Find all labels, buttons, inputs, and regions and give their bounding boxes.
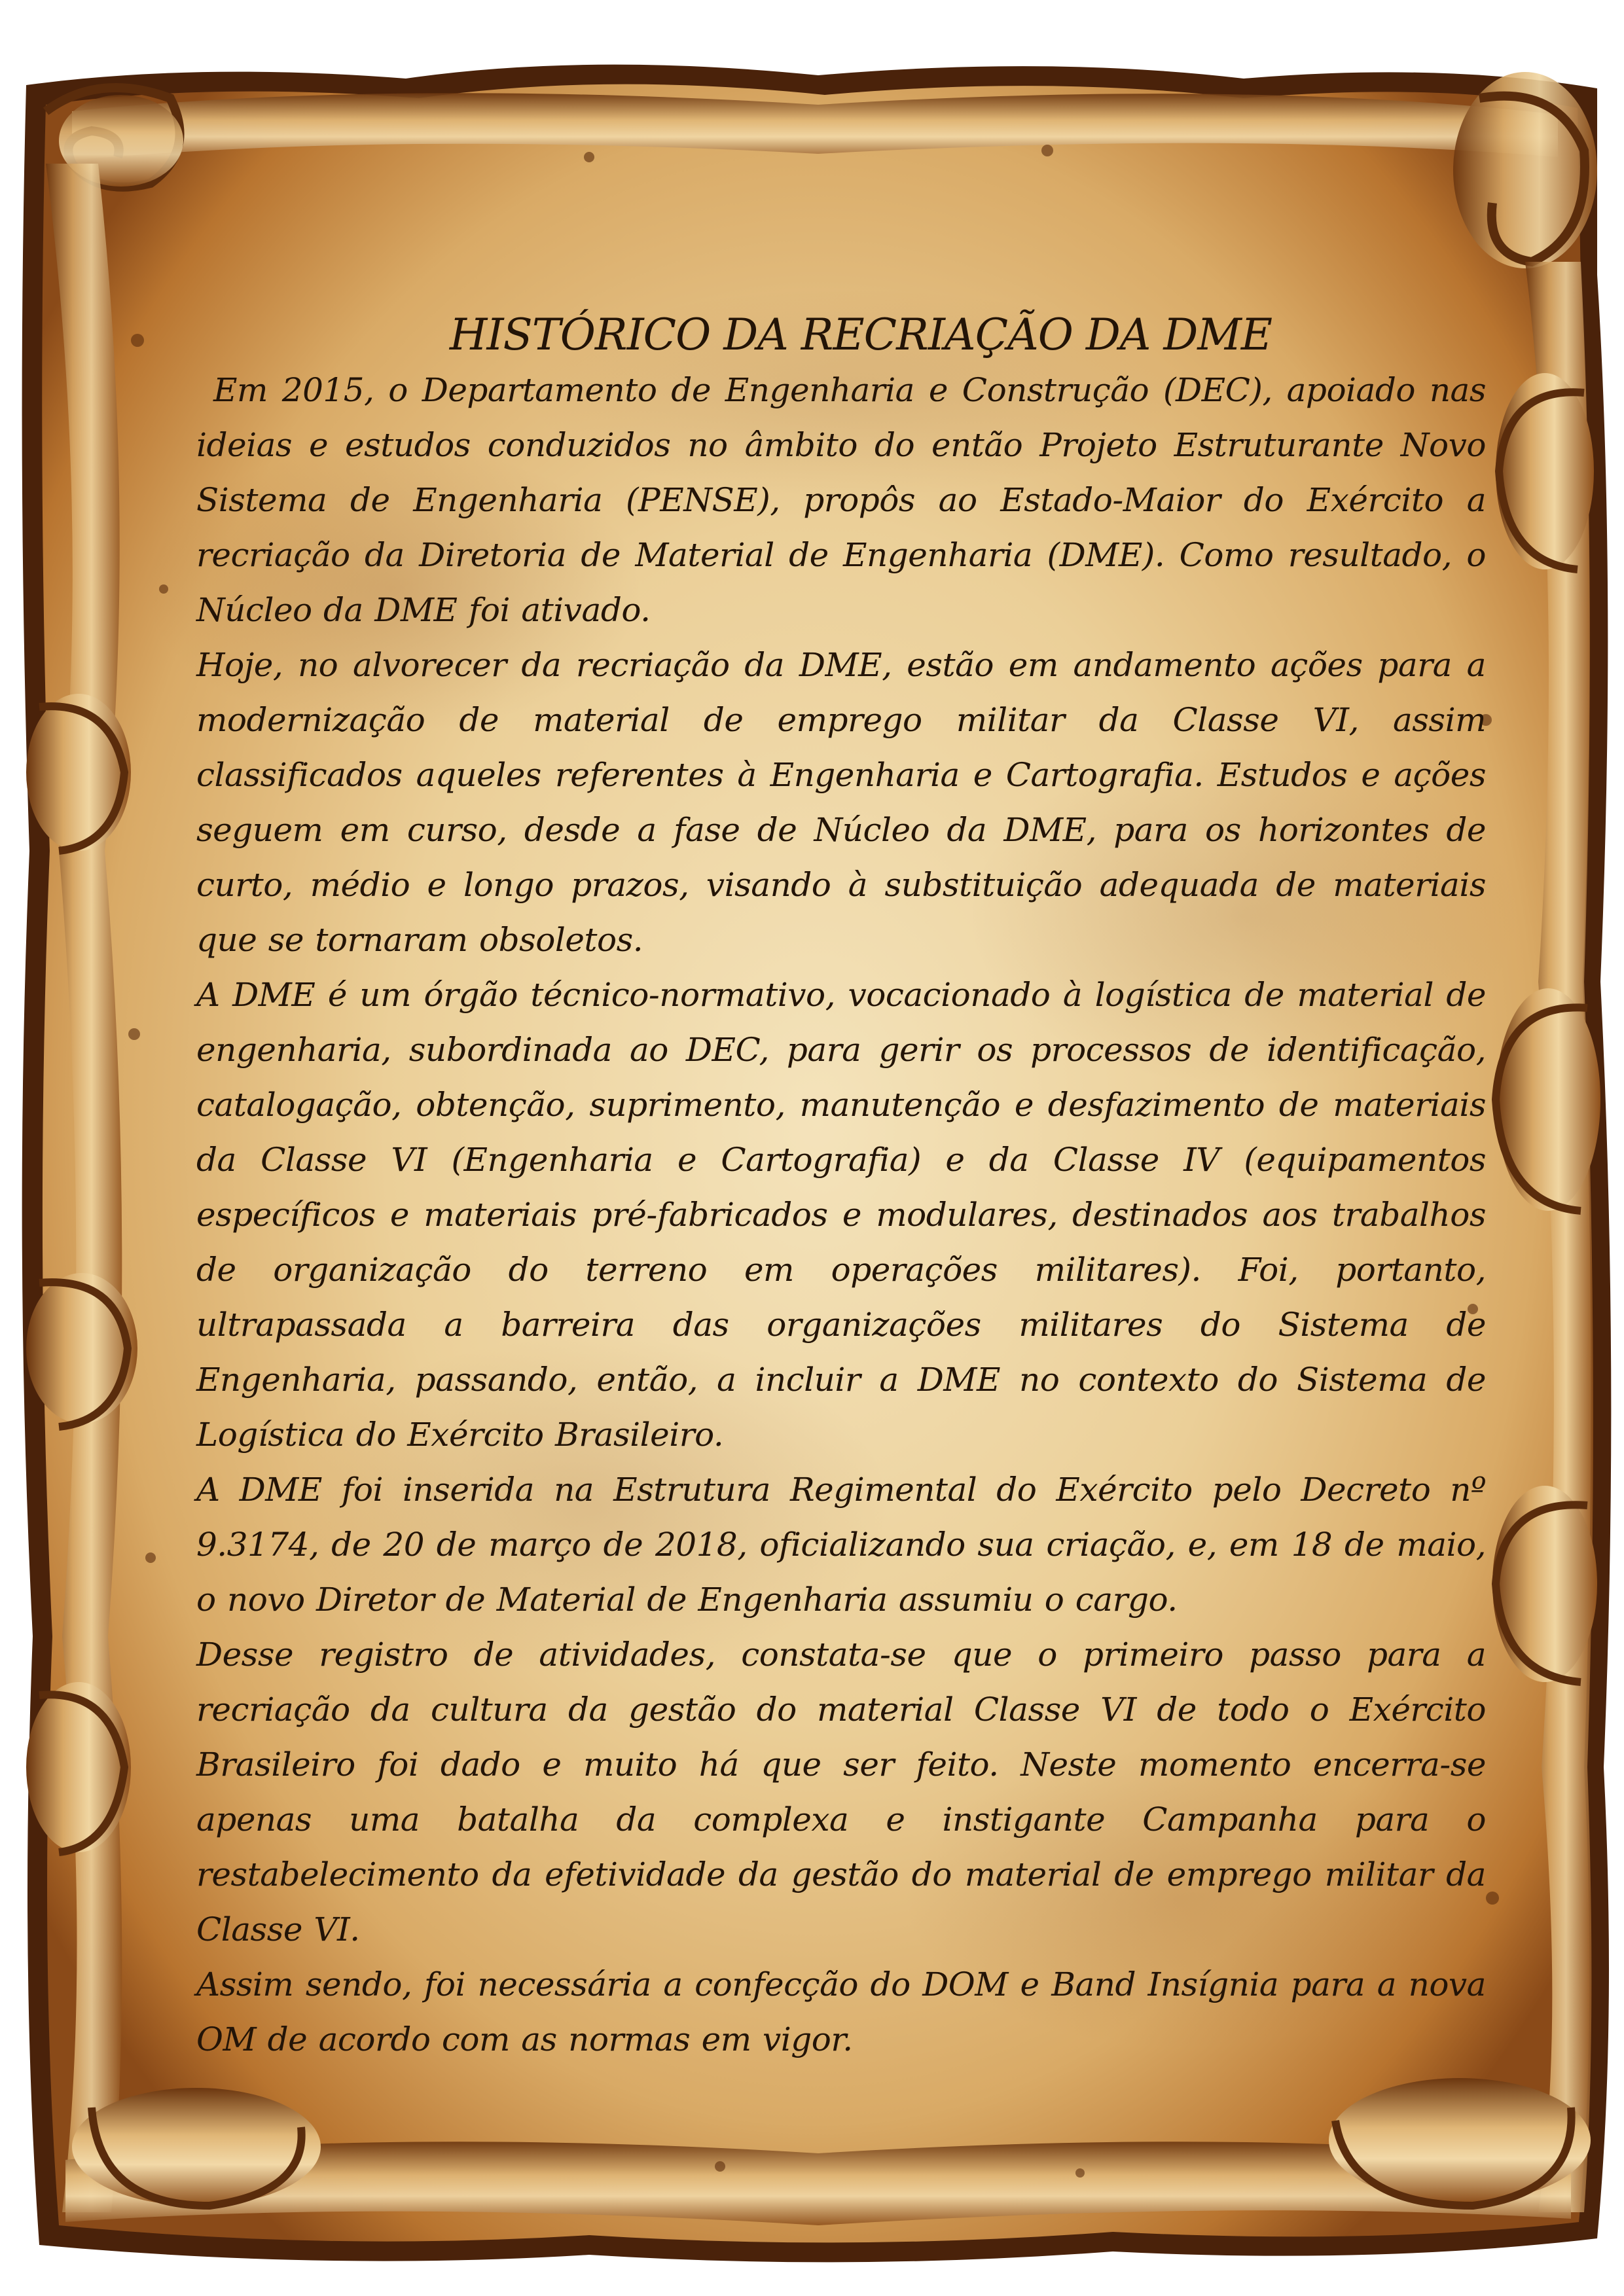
paragraph-6: Assim sendo, foi necessária a confecção do DOM e Band Insígnia para a nova OM de acordo com as normas em vigor. xyxy=(196,1965,1486,2058)
document-text-block xyxy=(196,308,1486,2067)
paragraph-2: Hoje, no alvorecer da recriação da DME, estão em andamento ações para a modernização de material de emprego militar da Classe VI, assim classificados aqueles referentes à Engenharia e Cartografia. Estudos e ações seguem em curso, desde a fase de Núcleo da DME, para os horizontes de curto, médio e longo prazos, visando à substituição adequada de materiais que se tornaram obsoletos. xyxy=(196,646,1486,959)
paragraph-4: A DME foi inserida na Estrutura Regimental do Exército pelo Decreto nº 9.3174, de 20 de março de 2018, oficializando sua criação, e, em 18 de maio, o novo Diretor de Material de Engenharia assumiu o cargo. xyxy=(196,1471,1486,1619)
document-title: HISTÓRICO DA RECRIAÇÃO DA DME xyxy=(449,310,1272,360)
paragraph-3: A DME é um órgão técnico-normativo, vocacionado à logística de material de engenharia, subordinada ao DEC, para gerir os processos de identificação, catalogação, obtenção, suprimento, manutenção e desfazimento de materiais da Classe VI (Engenharia e Cartografia) e da Classe IV (equipamentos específicos e materiais pré-fabricados e modulares, destinados aos trabalhos de organização do terreno em operações militares). Foi, portanto, ultrapassada a barreira das organizações militares do Sistema de Engenharia, passando, então, a incluir a DME no contexto do Sistema de Logística do Exército Brasileiro. xyxy=(196,976,1486,1454)
paragraph-1: Em 2015, o Departamento de Engenharia e Construção (DEC), apoiado nas ideias e estudos conduzidos no âmbito do então Projeto Estruturante Novo Sistema de Engenharia (PENSE), propôs ao Estado-Maior do Exército a recriação da Diretoria de Material de Engenharia (DME). Como resultado, o Núcleo da DME foi ativado. xyxy=(196,371,1486,629)
paragraph-5: Desse registro de atividades, constata-se que o primeiro passo para a recriação da cultura da gestão do material Classe VI de todo o Exército Brasileiro foi dado e muito há que ser feito. Neste momento encerra-se apenas uma batalha da complexa e instigante Campanha para o restabelecimento da efetividade da gestão do material de emprego militar da Classe VI. xyxy=(196,1636,1486,1948)
